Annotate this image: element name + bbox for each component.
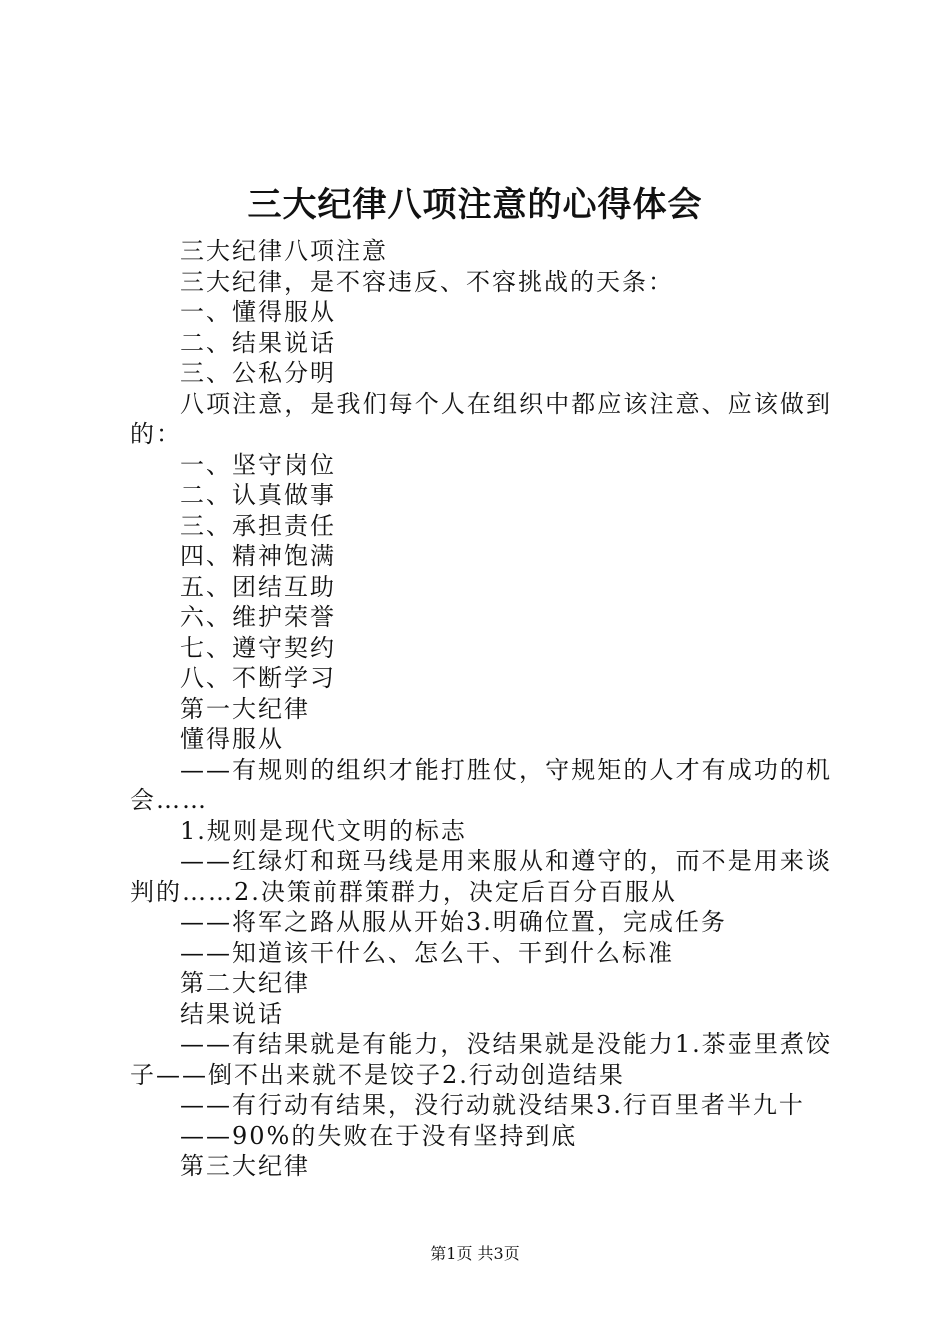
page-footer: 第1页 共3页 (430, 1244, 520, 1263)
paragraph: 三大纪律，是不容违反、不容挑战的天条： (180, 267, 674, 296)
list-item: 一、懂得服从 (180, 298, 336, 326)
list-item: 二、结果说话 (180, 328, 336, 357)
document-title: 三大纪律八项注意的心得体会 (247, 185, 703, 225)
list-item: 八、不断学习 (180, 664, 336, 692)
list-item: 三、承担责任 (180, 511, 336, 540)
paragraph: 八项注意，是我们每个人在组织中都应该注意、应该做到的： (130, 389, 832, 448)
paragraph: ——红绿灯和斑马线是用来服从和遵守的，而不是用来谈判的……2.决策前群策群力，决定后百分百服从 (130, 847, 832, 906)
list-item: 七、遵守契约 (180, 633, 336, 662)
paragraph: ——90%的失败在于没有坚持到底 (180, 1121, 578, 1150)
list-item: 五、团结互助 (180, 572, 336, 601)
paragraph: ——有结果就是有能力，没结果就是没能力1.茶壶里煮饺子——倒不出来就不是饺子2.行动创造结果 (130, 1030, 832, 1089)
section-heading: 第一大纪律 (180, 694, 310, 723)
document-body (130, 236, 832, 1182)
paragraph: ——有行动有结果，没行动就没结果3.行百里者半九十 (180, 1091, 805, 1119)
list-item: 六、维护荣誉 (180, 603, 336, 631)
paragraph: ——有规则的组织才能打胜仗，守规矩的人才有成功的机会…… (130, 755, 832, 814)
list-item: 一、坚守岗位 (180, 450, 336, 479)
list-item: 三、公私分明 (180, 359, 336, 387)
paragraph: ——将军之路从服从开始3.明确位置，完成任务 (180, 908, 727, 936)
paragraph: 1.规则是现代文明的标志 (180, 816, 467, 845)
section-subheading: 结果说话 (180, 999, 284, 1028)
paragraph: ——知道该干什么、怎么干、干到什么标准 (180, 938, 674, 967)
list-item: 二、认真做事 (180, 481, 336, 509)
paragraph: 三大纪律八项注意 (180, 237, 388, 265)
section-subheading: 懂得服从 (180, 725, 284, 753)
section-heading: 第二大纪律 (180, 969, 310, 997)
list-item: 四、精神饱满 (180, 542, 336, 570)
section-heading: 第三大纪律 (180, 1152, 310, 1180)
